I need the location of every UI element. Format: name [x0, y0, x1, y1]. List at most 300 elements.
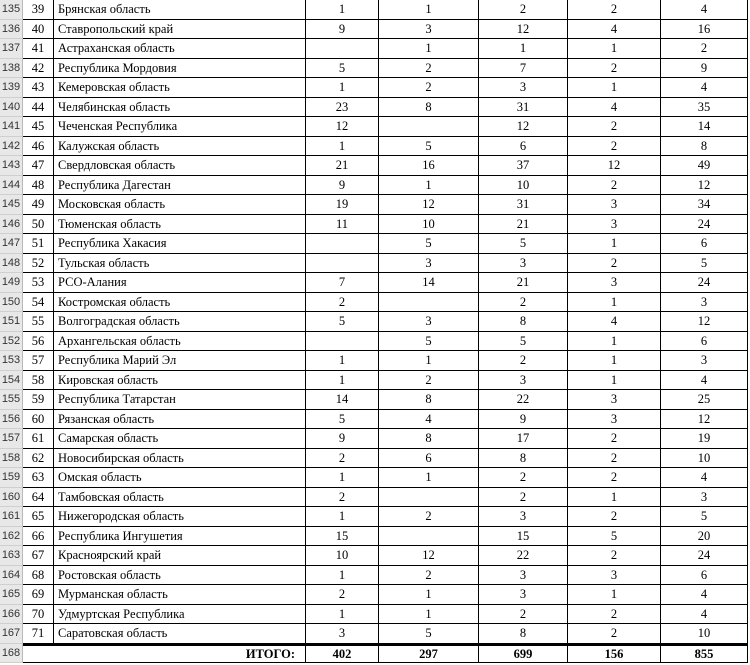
region-name-cell[interactable]: РСО-Алания [54, 273, 306, 293]
region-number-cell[interactable]: 43 [23, 78, 54, 98]
value-cell-1[interactable]: 15 [306, 527, 379, 547]
table-row [0, 20, 750, 40]
value-cell-1[interactable]: 1 [306, 507, 379, 527]
table-row [0, 488, 750, 508]
value-cell-3[interactable]: 37 [479, 156, 568, 176]
value-cell-3[interactable]: 8 [479, 312, 568, 332]
value-cell-2[interactable] [379, 527, 479, 547]
value-cell-2[interactable]: 1 [379, 0, 479, 20]
value-cell-2[interactable]: 5 [379, 137, 479, 157]
table-row [0, 0, 750, 20]
region-number-cell[interactable]: 66 [23, 527, 54, 547]
region-number-cell[interactable]: 52 [23, 254, 54, 274]
value-cell-4[interactable]: 2 [568, 176, 661, 196]
value-cell-3[interactable]: 22 [479, 390, 568, 410]
total-value-cell-2[interactable]: 297 [379, 644, 479, 664]
value-cell-3[interactable]: 3 [479, 78, 568, 98]
region-name-cell[interactable]: Республика Дагестан [54, 176, 306, 196]
value-cell-2[interactable]: 5 [379, 624, 479, 644]
table-row [0, 254, 750, 274]
value-cell-1[interactable]: 3 [306, 624, 379, 644]
value-cell-3[interactable]: 8 [479, 449, 568, 469]
value-cell-5[interactable]: 8 [661, 137, 748, 157]
region-name-cell[interactable]: Мурманская область [54, 585, 306, 605]
value-cell-5[interactable]: 4 [661, 371, 748, 391]
value-cell-3[interactable]: 3 [479, 585, 568, 605]
value-cell-4[interactable]: 2 [568, 546, 661, 566]
region-name-cell[interactable]: Свердловская область [54, 156, 306, 176]
row-header[interactable]: 138 [0, 59, 23, 79]
value-cell-5[interactable]: 12 [661, 312, 748, 332]
value-cell-4[interactable]: 3 [568, 390, 661, 410]
row-header[interactable]: 159 [0, 468, 23, 488]
value-cell-1[interactable]: 1 [306, 137, 379, 157]
total-value-cell-1[interactable]: 402 [306, 644, 379, 664]
table-row [0, 566, 750, 586]
value-cell-2[interactable]: 6 [379, 449, 479, 469]
table-row [0, 351, 750, 371]
row-header[interactable]: 137 [0, 39, 23, 59]
row-header[interactable]: 160 [0, 488, 23, 508]
region-name-cell[interactable]: Кемеровская область [54, 78, 306, 98]
value-cell-3[interactable]: 12 [479, 20, 568, 40]
region-name-cell[interactable]: Ставропольский край [54, 20, 306, 40]
row-header[interactable]: 150 [0, 293, 23, 313]
table-row [0, 156, 750, 176]
value-cell-5[interactable]: 20 [661, 527, 748, 547]
region-name-cell[interactable]: Костромская область [54, 293, 306, 313]
row-header[interactable]: 154 [0, 371, 23, 391]
region-name-cell[interactable]: Республика Марий Эл [54, 351, 306, 371]
region-number-cell[interactable]: 62 [23, 449, 54, 469]
value-cell-4[interactable]: 1 [568, 78, 661, 98]
value-cell-2[interactable] [379, 293, 479, 313]
region-number-cell[interactable]: 50 [23, 215, 54, 235]
value-cell-2[interactable]: 10 [379, 215, 479, 235]
region-name-cell[interactable]: Новосибирская область [54, 449, 306, 469]
table-row [0, 59, 750, 79]
value-cell-2[interactable] [379, 488, 479, 508]
value-cell-4[interactable]: 1 [568, 371, 661, 391]
table-row [0, 332, 750, 352]
value-cell-1[interactable] [306, 39, 379, 59]
value-cell-4[interactable]: 1 [568, 585, 661, 605]
row-header[interactable]: 158 [0, 449, 23, 469]
value-cell-5[interactable]: 4 [661, 605, 748, 625]
value-cell-3[interactable]: 2 [479, 293, 568, 313]
table-row [0, 137, 750, 157]
value-cell-5[interactable]: 49 [661, 156, 748, 176]
value-cell-1[interactable]: 5 [306, 312, 379, 332]
value-cell-5[interactable]: 4 [661, 0, 748, 20]
table-row [0, 293, 750, 313]
region-number-cell[interactable]: 67 [23, 546, 54, 566]
region-number-cell[interactable]: 41 [23, 39, 54, 59]
value-cell-2[interactable]: 8 [379, 429, 479, 449]
region-number-cell[interactable]: 42 [23, 59, 54, 79]
value-cell-2[interactable]: 1 [379, 468, 479, 488]
row-header[interactable]: 162 [0, 527, 23, 547]
value-cell-1[interactable]: 1 [306, 0, 379, 20]
value-cell-3[interactable]: 2 [479, 0, 568, 20]
value-cell-5[interactable]: 4 [661, 468, 748, 488]
region-name-cell[interactable]: Республика Мордовия [54, 59, 306, 79]
value-cell-1[interactable] [306, 254, 379, 274]
table-row [0, 410, 750, 430]
value-cell-1[interactable]: 2 [306, 293, 379, 313]
value-cell-3[interactable]: 1 [479, 39, 568, 59]
value-cell-2[interactable]: 1 [379, 585, 479, 605]
value-cell-2[interactable]: 1 [379, 605, 479, 625]
value-cell-1[interactable]: 1 [306, 605, 379, 625]
value-cell-4[interactable]: 2 [568, 254, 661, 274]
value-cell-3[interactable]: 3 [479, 371, 568, 391]
value-cell-2[interactable]: 5 [379, 234, 479, 254]
value-cell-5[interactable]: 3 [661, 488, 748, 508]
row-header[interactable]: 157 [0, 429, 23, 449]
value-cell-4[interactable]: 1 [568, 351, 661, 371]
value-cell-5[interactable]: 24 [661, 546, 748, 566]
value-cell-2[interactable]: 8 [379, 98, 479, 118]
value-cell-3[interactable]: 17 [479, 429, 568, 449]
value-cell-1[interactable]: 21 [306, 156, 379, 176]
region-number-cell[interactable]: 65 [23, 507, 54, 527]
value-cell-1[interactable]: 2 [306, 585, 379, 605]
table-row [0, 78, 750, 98]
value-cell-1[interactable] [306, 332, 379, 352]
value-cell-5[interactable]: 35 [661, 98, 748, 118]
value-cell-4[interactable]: 2 [568, 507, 661, 527]
value-cell-5[interactable]: 6 [661, 332, 748, 352]
table-row [0, 527, 750, 547]
row-header[interactable]: 155 [0, 390, 23, 410]
value-cell-4[interactable]: 1 [568, 234, 661, 254]
value-cell-1[interactable]: 7 [306, 273, 379, 293]
value-cell-2[interactable]: 2 [379, 371, 479, 391]
value-cell-2[interactable]: 3 [379, 254, 479, 274]
region-name-cell[interactable]: Республика Хакасия [54, 234, 306, 254]
value-cell-3[interactable]: 6 [479, 137, 568, 157]
value-cell-3[interactable]: 12 [479, 117, 568, 137]
value-cell-3[interactable]: 31 [479, 98, 568, 118]
value-cell-1[interactable]: 5 [306, 410, 379, 430]
value-cell-2[interactable]: 5 [379, 332, 479, 352]
value-cell-2[interactable]: 16 [379, 156, 479, 176]
value-cell-1[interactable]: 5 [306, 59, 379, 79]
value-cell-2[interactable]: 1 [379, 176, 479, 196]
value-cell-3[interactable]: 9 [479, 410, 568, 430]
value-cell-1[interactable]: 2 [306, 488, 379, 508]
value-cell-5[interactable]: 24 [661, 273, 748, 293]
region-number-cell[interactable]: 61 [23, 429, 54, 449]
row-header[interactable]: 135 [0, 0, 23, 20]
value-cell-5[interactable]: 16 [661, 20, 748, 40]
table-row [0, 390, 750, 410]
value-cell-4[interactable]: 3 [568, 410, 661, 430]
region-number-cell[interactable]: 55 [23, 312, 54, 332]
row-header[interactable]: 136 [0, 20, 23, 40]
region-number-cell[interactable]: 56 [23, 332, 54, 352]
value-cell-1[interactable]: 9 [306, 429, 379, 449]
row-header[interactable]: 165 [0, 585, 23, 605]
value-cell-5[interactable]: 34 [661, 195, 748, 215]
value-cell-1[interactable]: 1 [306, 468, 379, 488]
region-name-cell[interactable]: Астраханская область [54, 39, 306, 59]
region-name-cell[interactable]: Архангельская область [54, 332, 306, 352]
value-cell-2[interactable]: 2 [379, 78, 479, 98]
row-header[interactable]: 161 [0, 507, 23, 527]
value-cell-4[interactable]: 2 [568, 429, 661, 449]
value-cell-3[interactable]: 2 [479, 605, 568, 625]
region-name-cell[interactable]: Калужская область [54, 137, 306, 157]
value-cell-2[interactable]: 12 [379, 195, 479, 215]
total-label-cell[interactable]: ИТОГО: [23, 644, 306, 664]
value-cell-5[interactable]: 3 [661, 293, 748, 313]
row-header[interactable]: 156 [0, 410, 23, 430]
region-number-cell[interactable]: 60 [23, 410, 54, 430]
value-cell-3[interactable]: 21 [479, 273, 568, 293]
value-cell-1[interactable]: 19 [306, 195, 379, 215]
region-name-cell[interactable]: Рязанская область [54, 410, 306, 430]
value-cell-4[interactable]: 3 [568, 215, 661, 235]
row-header[interactable]: 164 [0, 566, 23, 586]
value-cell-5[interactable]: 14 [661, 117, 748, 137]
table-row [0, 195, 750, 215]
value-cell-2[interactable]: 2 [379, 566, 479, 586]
value-cell-4[interactable]: 2 [568, 449, 661, 469]
region-number-cell[interactable]: 70 [23, 605, 54, 625]
value-cell-1[interactable] [306, 234, 379, 254]
value-cell-5[interactable]: 5 [661, 254, 748, 274]
region-name-cell[interactable]: Саратовская область [54, 624, 306, 644]
value-cell-5[interactable]: 10 [661, 624, 748, 644]
value-cell-5[interactable]: 3 [661, 351, 748, 371]
region-number-cell[interactable]: 71 [23, 624, 54, 644]
row-header[interactable]: 166 [0, 605, 23, 625]
row-header[interactable]: 151 [0, 312, 23, 332]
row-header[interactable]: 147 [0, 234, 23, 254]
value-cell-1[interactable]: 9 [306, 176, 379, 196]
value-cell-4[interactable]: 1 [568, 488, 661, 508]
value-cell-1[interactable]: 14 [306, 390, 379, 410]
value-cell-4[interactable]: 12 [568, 156, 661, 176]
region-number-cell[interactable]: 47 [23, 156, 54, 176]
row-header[interactable]: 167 [0, 624, 23, 644]
total-value-cell-4[interactable]: 156 [568, 644, 661, 664]
value-cell-2[interactable] [379, 117, 479, 137]
value-cell-2[interactable]: 4 [379, 410, 479, 430]
value-cell-1[interactable]: 11 [306, 215, 379, 235]
value-cell-5[interactable]: 12 [661, 176, 748, 196]
value-cell-1[interactable]: 1 [306, 78, 379, 98]
table-row [0, 312, 750, 332]
row-header[interactable]: 142 [0, 137, 23, 157]
region-name-cell[interactable]: Московская область [54, 195, 306, 215]
table-row [0, 234, 750, 254]
value-cell-2[interactable]: 2 [379, 59, 479, 79]
value-cell-1[interactable]: 2 [306, 449, 379, 469]
value-cell-4[interactable]: 2 [568, 624, 661, 644]
value-cell-4[interactable]: 2 [568, 0, 661, 20]
value-cell-4[interactable]: 2 [568, 59, 661, 79]
value-cell-2[interactable]: 1 [379, 351, 479, 371]
value-cell-1[interactable]: 12 [306, 117, 379, 137]
region-name-cell[interactable]: Красноярский край [54, 546, 306, 566]
value-cell-5[interactable]: 2 [661, 39, 748, 59]
region-number-cell[interactable]: 69 [23, 585, 54, 605]
region-name-cell[interactable]: Нижегородская область [54, 507, 306, 527]
value-cell-3[interactable]: 22 [479, 546, 568, 566]
value-cell-5[interactable]: 4 [661, 585, 748, 605]
value-cell-2[interactable]: 1 [379, 39, 479, 59]
row-header[interactable]: 141 [0, 117, 23, 137]
value-cell-5[interactable]: 5 [661, 507, 748, 527]
table-row [0, 468, 750, 488]
value-cell-1[interactable]: 1 [306, 351, 379, 371]
region-name-cell[interactable]: Волгоградская область [54, 312, 306, 332]
value-cell-3[interactable]: 2 [479, 351, 568, 371]
value-cell-1[interactable]: 10 [306, 546, 379, 566]
region-number-cell[interactable]: 48 [23, 176, 54, 196]
value-cell-4[interactable]: 1 [568, 39, 661, 59]
table-row [0, 176, 750, 196]
row-header[interactable]: 143 [0, 156, 23, 176]
region-number-cell[interactable]: 64 [23, 488, 54, 508]
table-row [0, 117, 750, 137]
value-cell-3[interactable]: 31 [479, 195, 568, 215]
region-number-cell[interactable]: 46 [23, 137, 54, 157]
value-cell-2[interactable]: 3 [379, 312, 479, 332]
table-row [0, 429, 750, 449]
value-cell-5[interactable]: 10 [661, 449, 748, 469]
row-header[interactable]: 149 [0, 273, 23, 293]
value-cell-5[interactable]: 4 [661, 78, 748, 98]
table-row [0, 546, 750, 566]
region-name-cell[interactable]: Республика Татарстан [54, 390, 306, 410]
region-number-cell[interactable]: 51 [23, 234, 54, 254]
region-number-cell[interactable]: 49 [23, 195, 54, 215]
region-name-cell[interactable]: Кировская область [54, 371, 306, 391]
row-header[interactable]: 145 [0, 195, 23, 215]
value-cell-2[interactable]: 8 [379, 390, 479, 410]
value-cell-5[interactable]: 19 [661, 429, 748, 449]
value-cell-5[interactable]: 6 [661, 234, 748, 254]
region-number-cell[interactable]: 58 [23, 371, 54, 391]
row-header[interactable]: 139 [0, 78, 23, 98]
value-cell-1[interactable]: 1 [306, 371, 379, 391]
value-cell-4[interactable]: 5 [568, 527, 661, 547]
value-cell-4[interactable]: 2 [568, 137, 661, 157]
value-cell-4[interactable]: 3 [568, 195, 661, 215]
value-cell-4[interactable]: 4 [568, 20, 661, 40]
value-cell-4[interactable]: 2 [568, 468, 661, 488]
region-number-cell[interactable]: 68 [23, 566, 54, 586]
region-name-cell[interactable]: Удмуртская Республика [54, 605, 306, 625]
value-cell-3[interactable]: 5 [479, 234, 568, 254]
value-cell-3[interactable]: 2 [479, 488, 568, 508]
value-cell-4[interactable]: 2 [568, 117, 661, 137]
value-cell-5[interactable]: 9 [661, 59, 748, 79]
value-cell-3[interactable]: 21 [479, 215, 568, 235]
table-row [0, 39, 750, 59]
table-row [0, 449, 750, 469]
value-cell-2[interactable]: 12 [379, 546, 479, 566]
value-cell-3[interactable]: 3 [479, 254, 568, 274]
value-cell-4[interactable]: 2 [568, 605, 661, 625]
region-name-cell[interactable]: Тюменская область [54, 215, 306, 235]
value-cell-4[interactable]: 4 [568, 98, 661, 118]
region-number-cell[interactable]: 44 [23, 98, 54, 118]
row-header[interactable]: 163 [0, 546, 23, 566]
row-header[interactable]: 168 [0, 644, 23, 664]
value-cell-4[interactable]: 3 [568, 273, 661, 293]
region-name-cell[interactable]: Челябинская область [54, 98, 306, 118]
row-header[interactable]: 146 [0, 215, 23, 235]
value-cell-2[interactable]: 3 [379, 20, 479, 40]
row-header[interactable]: 152 [0, 332, 23, 352]
value-cell-4[interactable]: 1 [568, 293, 661, 313]
value-cell-3[interactable]: 5 [479, 332, 568, 352]
value-cell-3[interactable]: 7 [479, 59, 568, 79]
value-cell-4[interactable]: 4 [568, 312, 661, 332]
value-cell-4[interactable]: 1 [568, 332, 661, 352]
value-cell-2[interactable]: 14 [379, 273, 479, 293]
region-name-cell[interactable]: Брянская область [54, 0, 306, 20]
region-number-cell[interactable]: 39 [23, 0, 54, 20]
region-name-cell[interactable]: Тамбовская область [54, 488, 306, 508]
value-cell-4[interactable]: 3 [568, 566, 661, 586]
value-cell-1[interactable]: 9 [306, 20, 379, 40]
value-cell-1[interactable]: 1 [306, 566, 379, 586]
value-cell-3[interactable]: 10 [479, 176, 568, 196]
table-row [0, 371, 750, 391]
region-number-cell[interactable]: 45 [23, 117, 54, 137]
row-header[interactable]: 153 [0, 351, 23, 371]
row-header[interactable]: 144 [0, 176, 23, 196]
total-value-cell-5[interactable]: 855 [661, 644, 748, 664]
row-header[interactable]: 140 [0, 98, 23, 118]
table-row [0, 215, 750, 235]
region-name-cell[interactable]: Чеченская Республика [54, 117, 306, 137]
value-cell-3[interactable]: 3 [479, 566, 568, 586]
value-cell-5[interactable]: 24 [661, 215, 748, 235]
row-header[interactable]: 148 [0, 254, 23, 274]
table-row [0, 605, 750, 625]
value-cell-3[interactable]: 8 [479, 624, 568, 644]
value-cell-1[interactable]: 23 [306, 98, 379, 118]
region-name-cell[interactable]: Ростовская область [54, 566, 306, 586]
value-cell-5[interactable]: 25 [661, 390, 748, 410]
region-name-cell[interactable]: Тульская область [54, 254, 306, 274]
total-value-cell-3[interactable]: 699 [479, 644, 568, 664]
region-number-cell[interactable]: 54 [23, 293, 54, 313]
value-cell-2[interactable]: 2 [379, 507, 479, 527]
region-name-cell[interactable]: Омская область [54, 468, 306, 488]
region-number-cell[interactable]: 53 [23, 273, 54, 293]
value-cell-5[interactable]: 6 [661, 566, 748, 586]
value-cell-3[interactable]: 3 [479, 507, 568, 527]
value-cell-3[interactable]: 2 [479, 468, 568, 488]
table-row [0, 98, 750, 118]
region-number-cell[interactable]: 40 [23, 20, 54, 40]
region-number-cell[interactable]: 63 [23, 468, 54, 488]
region-name-cell[interactable]: Самарская область [54, 429, 306, 449]
region-name-cell[interactable]: Республика Ингушетия [54, 527, 306, 547]
region-number-cell[interactable]: 57 [23, 351, 54, 371]
value-cell-5[interactable]: 12 [661, 410, 748, 430]
region-number-cell[interactable]: 59 [23, 390, 54, 410]
value-cell-3[interactable]: 15 [479, 527, 568, 547]
